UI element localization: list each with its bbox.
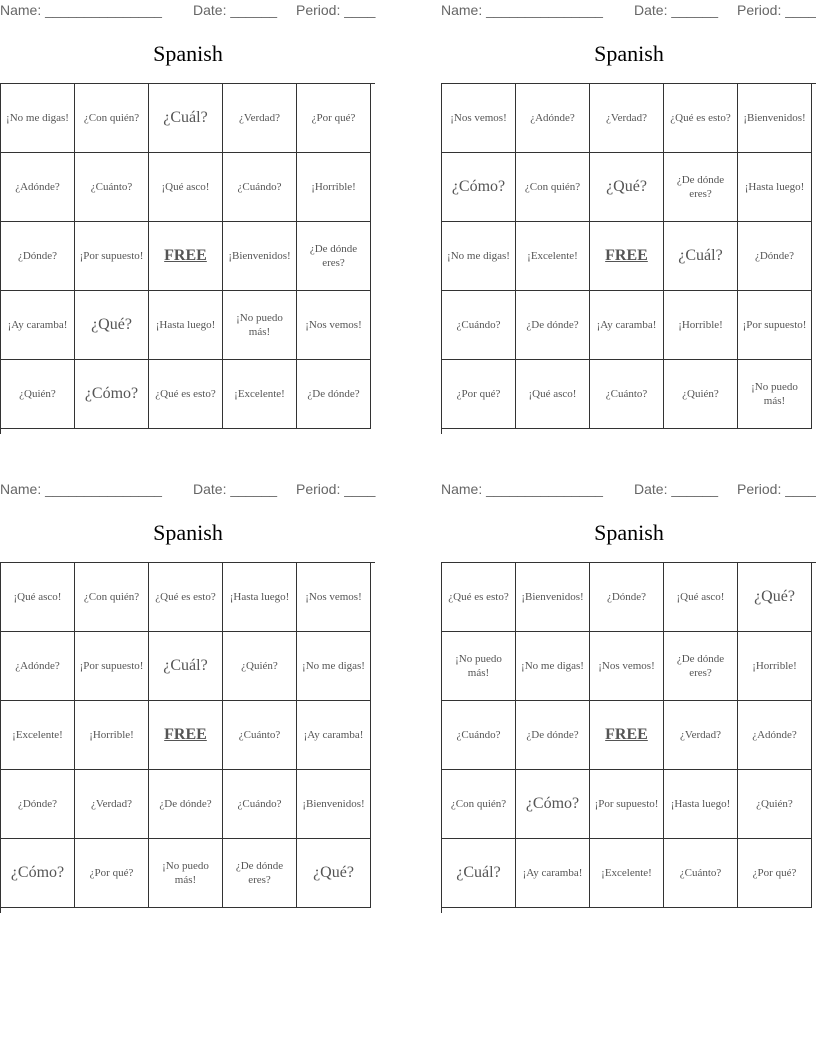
bingo-cell: ¿Quién? [738, 770, 812, 839]
card-title: Spanish [153, 520, 223, 545]
bingo-cell: ¡Hasta luego! [664, 770, 738, 839]
date-field: Date: ______ [634, 481, 719, 497]
bingo-cell: ¿Adónde? [516, 84, 590, 153]
bingo-cell: ¡No puedo más! [149, 839, 223, 908]
bingo-cell: ¿Qué? [738, 563, 812, 632]
bingo-cell: ¿Qué? [297, 839, 371, 908]
bingo-cell: ¿Cómo? [516, 770, 590, 839]
bingo-cell: ¿Con quién? [75, 84, 149, 153]
bingo-cell: ¿Cuándo? [442, 291, 516, 360]
period-field: Period: ____ [737, 481, 816, 497]
bingo-cell: ¿Por qué? [297, 84, 371, 153]
bingo-cell: ¡Horrible! [297, 153, 371, 222]
bingo-cell: ¿Qué es esto? [442, 563, 516, 632]
bingo-cell: ¿Cómo? [75, 360, 149, 429]
bingo-cell: ¡Qué asco! [1, 563, 75, 632]
bingo-cell: ¡Ay caramba! [1, 291, 75, 360]
bingo-cell: ¡Ay caramba! [590, 291, 664, 360]
bingo-cell: ¡Bienvenidos! [223, 222, 297, 291]
bingo-cell: ¡Bienvenidos! [297, 770, 371, 839]
bingo-cell: ¡Horrible! [664, 291, 738, 360]
bingo-cell: ¿De dónde eres? [664, 153, 738, 222]
period-field: Period: ____ [296, 481, 376, 497]
bingo-cell: ¿Cuánto? [223, 701, 297, 770]
bingo-cell: ¿Por qué? [75, 839, 149, 908]
bingo-cell: ¿Cuánto? [590, 360, 664, 429]
bingo-cell: ¡Por supuesto! [590, 770, 664, 839]
bingo-cell: ¡Qué asco! [149, 153, 223, 222]
bingo-cell: ¡No me digas! [516, 632, 590, 701]
bingo-cell: ¡Por supuesto! [738, 291, 812, 360]
name-field: Name: _______________ [441, 2, 603, 18]
bingo-cell: ¿Verdad? [75, 770, 149, 839]
bingo-cell: ¡No me digas! [442, 222, 516, 291]
bingo-cell: ¡Nos vemos! [297, 291, 371, 360]
bingo-cell: ¡Hasta luego! [149, 291, 223, 360]
bingo-cell: ¿Adónde? [1, 153, 75, 222]
bingo-cell: ¿Cuánto? [75, 153, 149, 222]
bingo-cell: ¿Por qué? [442, 360, 516, 429]
bingo-cell: ¡No me digas! [1, 84, 75, 153]
card-header [441, 0, 816, 20]
bingo-cell: ¿De dónde? [516, 291, 590, 360]
bingo-cell: ¿De dónde eres? [223, 839, 297, 908]
bingo-cell: ¡Bienvenidos! [738, 84, 812, 153]
free-space-cell: FREE [149, 222, 223, 291]
bingo-card [0, 0, 376, 440]
bingo-cell: ¿De dónde? [297, 360, 371, 429]
bingo-cell: ¿Dónde? [1, 222, 75, 291]
bingo-cell: ¿Quién? [1, 360, 75, 429]
bingo-cell: ¡Qué asco! [516, 360, 590, 429]
bingo-cell: ¿De dónde? [516, 701, 590, 770]
bingo-cell: ¡No puedo más! [738, 360, 812, 429]
bingo-card [0, 479, 376, 919]
bingo-cell: ¡Excelente! [516, 222, 590, 291]
bingo-cell: ¿Qué? [590, 153, 664, 222]
bingo-cell: ¿Dónde? [738, 222, 812, 291]
card-header [0, 479, 376, 499]
name-field: Name: _______________ [0, 481, 162, 497]
bingo-cell: ¡Hasta luego! [223, 563, 297, 632]
bingo-cell: ¿De dónde eres? [297, 222, 371, 291]
card-title: Spanish [594, 41, 664, 66]
bingo-cell: ¿Cuál? [664, 222, 738, 291]
bingo-cell: ¡Hasta luego! [738, 153, 812, 222]
bingo-cell: ¿Cuándo? [223, 153, 297, 222]
free-space-cell: FREE [590, 701, 664, 770]
bingo-cell: ¿Por qué? [738, 839, 812, 908]
bingo-cell: ¡Nos vemos! [297, 563, 371, 632]
bingo-cell: ¿Quién? [223, 632, 297, 701]
card-title: Spanish [594, 520, 664, 545]
card-header [441, 479, 816, 499]
name-field: Name: _______________ [441, 481, 603, 497]
bingo-cell: ¡No puedo más! [442, 632, 516, 701]
bingo-cell: ¿Cuándo? [442, 701, 516, 770]
period-field: Period: ____ [737, 2, 816, 18]
bingo-cell: ¿Cuál? [149, 84, 223, 153]
date-field: Date: ______ [193, 481, 278, 497]
bingo-cell: ¡Ay caramba! [297, 701, 371, 770]
bingo-cell: ¡Excelente! [590, 839, 664, 908]
bingo-cell: ¿Dónde? [590, 563, 664, 632]
bingo-cell: ¿Verdad? [223, 84, 297, 153]
bingo-cell: ¿Cuál? [149, 632, 223, 701]
bingo-cell: ¡Ay caramba! [516, 839, 590, 908]
bingo-cell: ¿Qué es esto? [149, 360, 223, 429]
bingo-cell: ¡Por supuesto! [75, 632, 149, 701]
bingo-card [441, 479, 816, 919]
bingo-cell: ¿Con quién? [442, 770, 516, 839]
free-space-cell: FREE [590, 222, 664, 291]
bingo-cell: ¡No puedo más! [223, 291, 297, 360]
bingo-cell: ¡Nos vemos! [590, 632, 664, 701]
bingo-cell: ¡Horrible! [75, 701, 149, 770]
bingo-cell: ¿Con quién? [516, 153, 590, 222]
bingo-cell: ¡Excelente! [223, 360, 297, 429]
bingo-cell: ¡Qué asco! [664, 563, 738, 632]
bingo-cell: ¿Adónde? [1, 632, 75, 701]
bingo-cell: ¡Excelente! [1, 701, 75, 770]
bingo-cell: ¿Verdad? [590, 84, 664, 153]
bingo-cell: ¿Quién? [664, 360, 738, 429]
bingo-cell: ¡No me digas! [297, 632, 371, 701]
bingo-cell: ¿De dónde eres? [664, 632, 738, 701]
bingo-cell: ¡Por supuesto! [75, 222, 149, 291]
bingo-cell: ¿Cuándo? [223, 770, 297, 839]
bingo-cell: ¿Qué? [75, 291, 149, 360]
bingo-cell: ¿Con quién? [75, 563, 149, 632]
name-field: Name: _______________ [0, 2, 162, 18]
bingo-grid [441, 562, 816, 913]
bingo-cell: ¿Cuánto? [664, 839, 738, 908]
bingo-grid [0, 83, 375, 434]
bingo-cell: ¿Cómo? [442, 153, 516, 222]
bingo-cell: ¿De dónde? [149, 770, 223, 839]
bingo-cell: ¿Cuál? [442, 839, 516, 908]
bingo-cell: ¿Qué es esto? [149, 563, 223, 632]
bingo-cell: ¡Bienvenidos! [516, 563, 590, 632]
bingo-cell: ¿Adónde? [738, 701, 812, 770]
bingo-cell: ¿Verdad? [664, 701, 738, 770]
bingo-cell: ¿Qué es esto? [664, 84, 738, 153]
free-space-cell: FREE [149, 701, 223, 770]
card-header [0, 0, 376, 20]
bingo-cell: ¡Horrible! [738, 632, 812, 701]
bingo-cell: ¿Cómo? [1, 839, 75, 908]
bingo-card [441, 0, 816, 440]
period-field: Period: ____ [296, 2, 376, 18]
bingo-grid [0, 562, 375, 913]
card-title: Spanish [153, 41, 223, 66]
bingo-cell: ¿Dónde? [1, 770, 75, 839]
date-field: Date: ______ [193, 2, 278, 18]
bingo-cell: ¡Nos vemos! [442, 84, 516, 153]
bingo-grid [441, 83, 816, 434]
date-field: Date: ______ [634, 2, 719, 18]
